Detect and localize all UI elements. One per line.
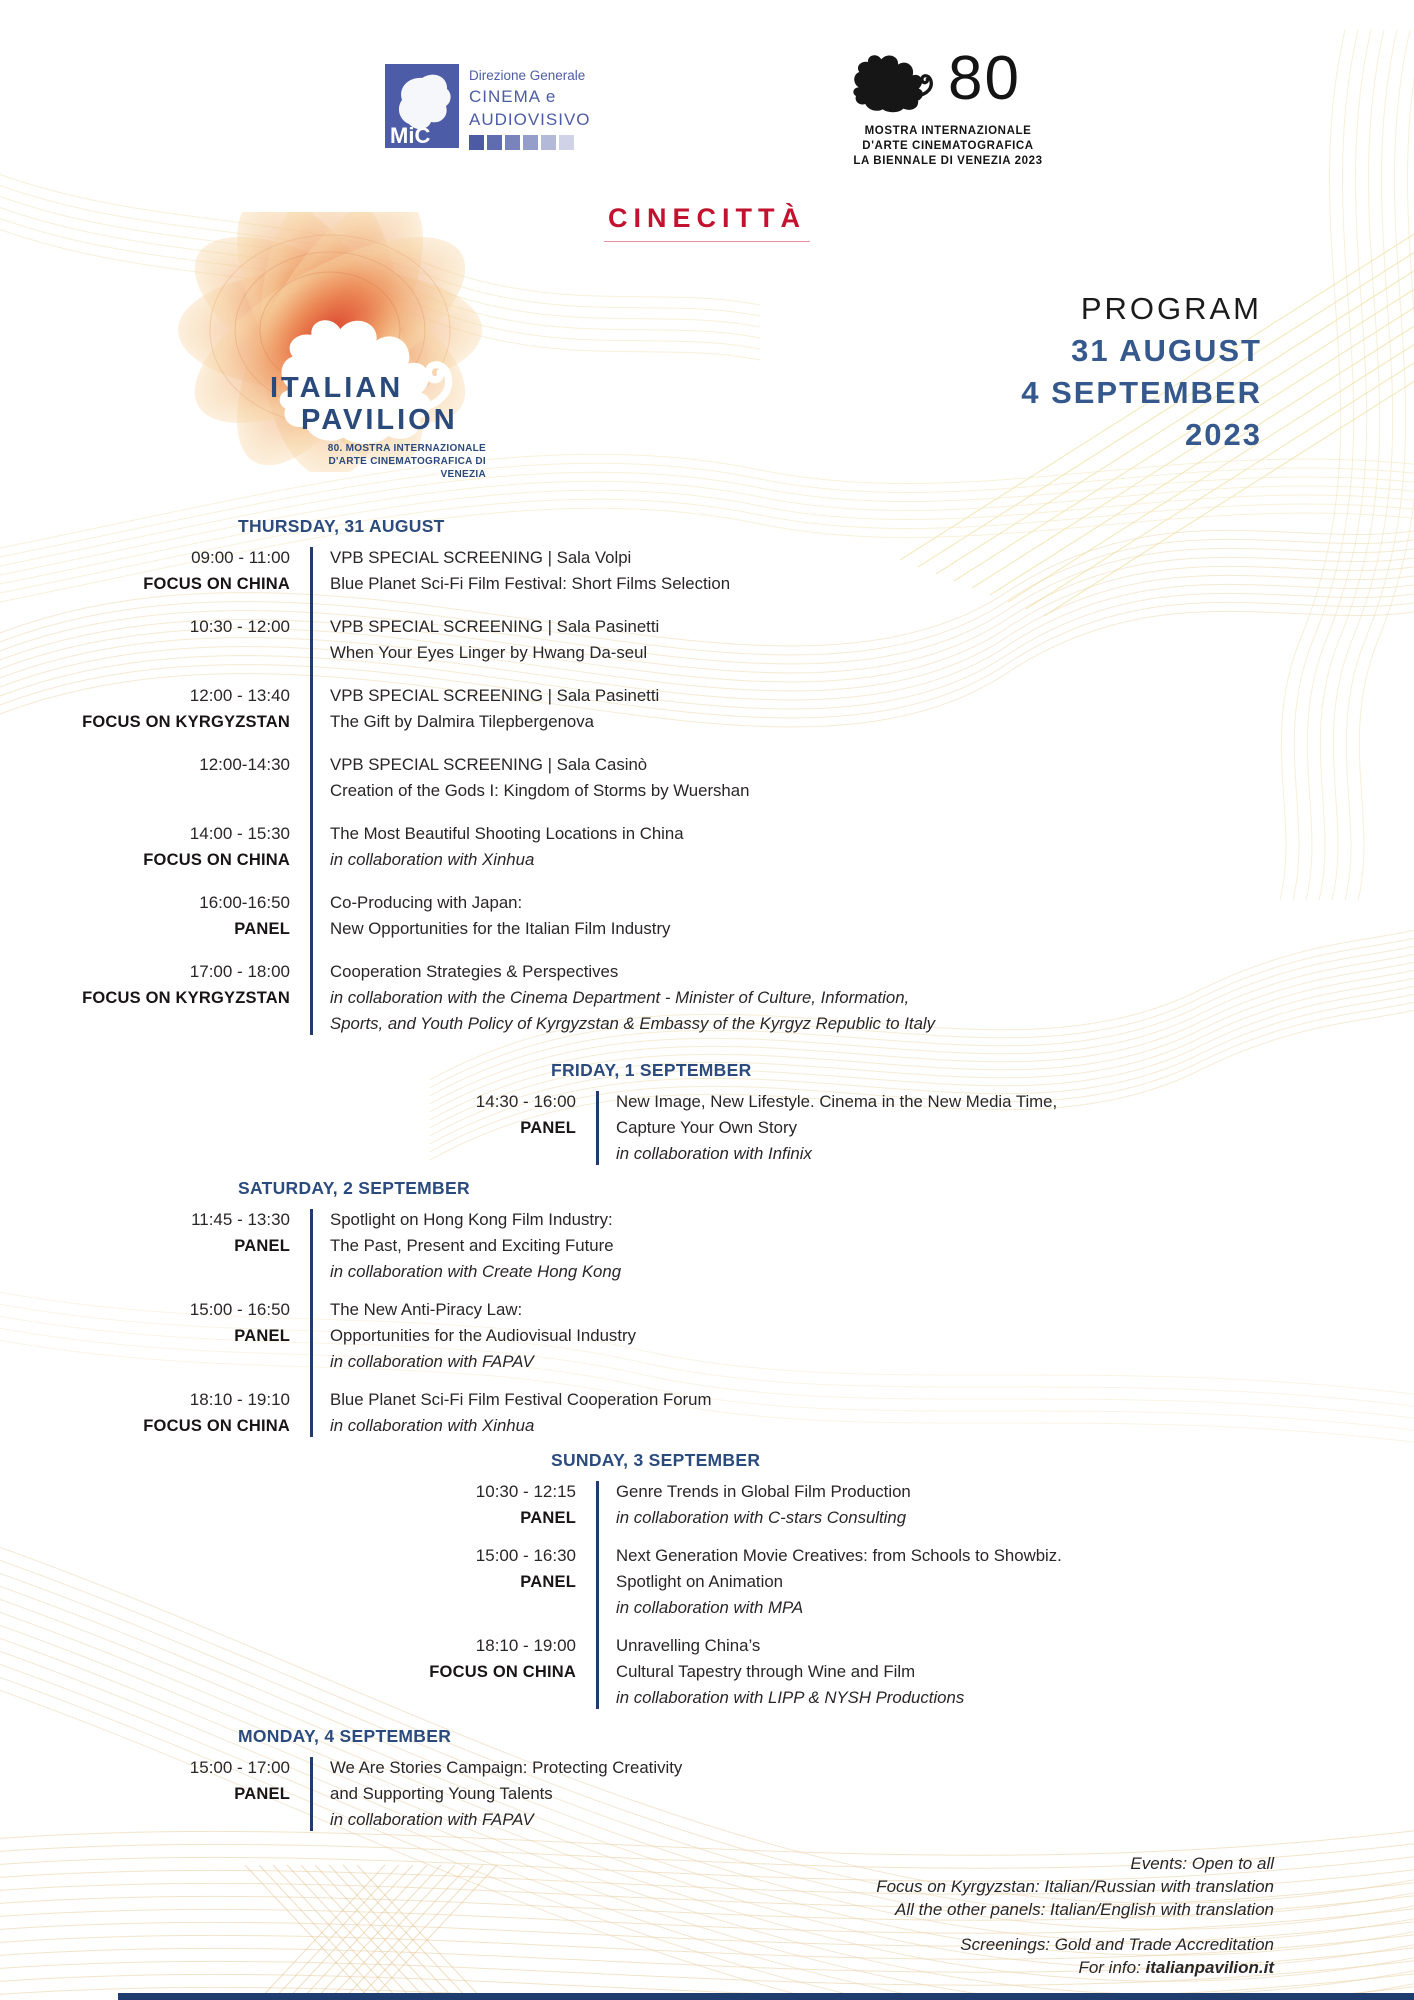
- footer-info-prefix: For info:: [1078, 1958, 1146, 1977]
- day-events: [0, 1479, 1414, 1711]
- event-description-line: Unravelling China’s: [616, 1636, 761, 1655]
- event-time: 10:30 - 12:15: [475, 1482, 576, 1501]
- event-row: [0, 1207, 1414, 1285]
- day-header: SATURDAY, 2 SEPTEMBER: [238, 1178, 470, 1198]
- event-time: 18:10 - 19:00: [475, 1636, 576, 1655]
- day-header: MONDAY, 4 SEPTEMBER: [238, 1726, 452, 1746]
- event-row: [0, 683, 1414, 735]
- event-time: 17:00 - 18:00: [189, 962, 290, 981]
- event-description-line: Genre Trends in Global Film Production: [616, 1482, 911, 1501]
- day-separator-bar: [596, 1481, 599, 1709]
- day-header: SUNDAY, 3 SEPTEMBER: [551, 1450, 761, 1470]
- event-description-line: in collaboration with Xinhua: [330, 1416, 535, 1435]
- biennale-caption-line: MOSTRA INTERNAZIONALE: [864, 125, 1032, 137]
- event-tag: PANEL: [520, 1509, 576, 1527]
- event-description: [310, 890, 670, 942]
- event-description-line: The Gift by Dalmira Tilepbergenova: [330, 712, 594, 731]
- event-time-block: [0, 1479, 596, 1531]
- winged-lion-icon: [848, 50, 948, 118]
- event-description-line: Blue Planet Sci-Fi Film Festival Cooperation Forum: [330, 1390, 712, 1409]
- footer-screenings: Screenings: Gold and Trade Accreditation: [960, 1935, 1274, 1954]
- event-description: [310, 1207, 621, 1285]
- biennale-80-logo: [848, 44, 1048, 169]
- event-description-line: VPB SPECIAL SCREENING | Sala Pasinetti: [330, 617, 660, 636]
- event-description: [310, 752, 749, 804]
- program-date-line: 2023: [1185, 417, 1262, 452]
- footer-note-line: Focus on Kyrgyzstan: Italian/Russian with translation: [876, 1877, 1274, 1896]
- footer-info-url[interactable]: italianpavilion.it: [1145, 1958, 1274, 1977]
- event-description: [596, 1089, 1057, 1167]
- event-description-line: in collaboration with Create Hong Kong: [330, 1262, 622, 1281]
- event-description-line: Capture Your Own Story: [616, 1118, 797, 1137]
- event-row: [0, 1089, 1414, 1167]
- event-time: 14:30 - 16:00: [475, 1092, 576, 1111]
- event-time: 15:00 - 16:50: [189, 1300, 290, 1319]
- event-row: [0, 614, 1414, 666]
- event-description-line: The Most Beautiful Shooting Locations in China: [330, 824, 684, 843]
- event-row: [0, 1297, 1414, 1375]
- biennale-caption: [848, 124, 1048, 169]
- event-time: 15:00 - 17:00: [189, 1758, 290, 1777]
- event-tag: FOCUS ON KYRGYZSTAN: [82, 713, 290, 731]
- biennale-caption-line: D'ARTE CINEMATOGRAFICA: [862, 140, 1034, 152]
- event-row: [0, 1755, 1414, 1833]
- event-description-line: The Past, Present and Exciting Future: [330, 1236, 614, 1255]
- event-description-line: VPB SPECIAL SCREENING | Sala Casinò: [330, 755, 648, 774]
- mic-direzione-text: Direzione Generale: [469, 68, 586, 83]
- event-description: [310, 1387, 711, 1439]
- event-time: 09:00 - 11:00: [191, 548, 290, 567]
- event-description-line: New Image, New Lifestyle. Cinema in the New Media Time,: [616, 1092, 1058, 1111]
- day-block: [0, 1449, 1414, 1711]
- biennale-80-number: 80: [948, 44, 1021, 113]
- event-description-line: in collaboration with LIPP & NYSH Productions: [616, 1688, 965, 1707]
- event-row: [0, 1543, 1414, 1621]
- event-description: [310, 683, 659, 735]
- event-description-line: Co-Producing with Japan:: [330, 893, 523, 912]
- svg-text:MiC: MiC: [390, 123, 431, 148]
- event-tag: FOCUS ON CHINA: [429, 1663, 576, 1681]
- event-description-line: in collaboration with MPA: [616, 1598, 804, 1617]
- event-tag: FOCUS ON CHINA: [143, 851, 290, 869]
- event-description-line: Opportunities for the Audiovisual Industry: [330, 1326, 636, 1345]
- event-tag: PANEL: [234, 1327, 290, 1345]
- event-tag: PANEL: [234, 920, 290, 938]
- biennale-caption-line: LA BIENNALE DI VENEZIA 2023: [853, 155, 1043, 167]
- event-description-line: Cultural Tapestry through Wine and Film: [616, 1662, 916, 1681]
- event-row: [0, 959, 1414, 1037]
- event-time: 16:00-16:50: [199, 893, 290, 912]
- event-time: 10:30 - 12:00: [189, 617, 290, 636]
- event-row: [0, 890, 1414, 942]
- mic-cinema-audiovisivo-logo: [385, 64, 591, 150]
- event-description-line: and Supporting Young Talents: [330, 1784, 553, 1803]
- event-description-line: VPB SPECIAL SCREENING | Sala Pasinetti: [330, 686, 660, 705]
- event-description: [596, 1633, 964, 1711]
- event-time-block: [0, 890, 310, 942]
- mic-logo-icon: [385, 64, 459, 148]
- event-tag: FOCUS ON KYRGYZSTAN: [82, 989, 290, 1007]
- event-row: [0, 545, 1414, 597]
- day-separator-bar: [310, 1209, 313, 1437]
- day-block: [0, 1059, 1414, 1167]
- event-description-line: Next Generation Movie Creatives: from Schools to Showbiz.: [616, 1546, 1062, 1565]
- event-description-line: in collaboration with Xinhua: [330, 850, 535, 869]
- day-header: THURSDAY, 31 AUGUST: [238, 516, 445, 536]
- program-date-line: 31 AUGUST: [1071, 333, 1262, 368]
- mic-cinema-text: CINEMA e: [469, 87, 557, 106]
- mic-gradient-squares: [469, 135, 591, 150]
- schedule: [0, 515, 1414, 1833]
- event-description-line: in collaboration with Infinix: [616, 1144, 812, 1163]
- pavilion-subtitle-line: D'ARTE CINEMATOGRAFICA DI VENEZIA: [328, 456, 486, 480]
- program-dates: [1021, 330, 1262, 456]
- event-row: [0, 1479, 1414, 1531]
- event-time-block: [0, 1633, 596, 1711]
- event-time-block: [0, 545, 310, 597]
- event-description: [310, 821, 684, 873]
- pavilion-subtitle: [290, 442, 486, 481]
- event-description: [310, 959, 935, 1037]
- event-time-block: [0, 614, 310, 666]
- event-description-line: When Your Eyes Linger by Hwang Da-seul: [330, 643, 648, 662]
- pavilion-subtitle-line: 80. MOSTRA INTERNAZIONALE: [327, 443, 486, 454]
- footer-note-line: All the other panels: Italian/English with translation: [895, 1900, 1274, 1919]
- event-description-line: New Opportunities for the Italian Film Industry: [330, 919, 671, 938]
- event-description: [310, 545, 730, 597]
- event-description-line: Sports, and Youth Policy of Kyrgyzstan & Embassy of the Kyrgyz Republic to Italy: [330, 1014, 936, 1033]
- day-events: [0, 1089, 1414, 1167]
- event-time-block: [0, 683, 310, 735]
- day-separator-bar: [596, 1091, 599, 1165]
- day-header: FRIDAY, 1 SEPTEMBER: [551, 1060, 752, 1080]
- day-separator-bar: [310, 547, 313, 1035]
- event-description: [310, 1297, 636, 1375]
- event-description-line: The New Anti-Piracy Law:: [330, 1300, 523, 1319]
- day-events: [0, 1755, 1414, 1833]
- pavilion-title-pavilion: PAVILION: [301, 404, 458, 436]
- event-description-line: Spotlight on Animation: [616, 1572, 783, 1591]
- event-time: 18:10 - 19:10: [189, 1390, 290, 1409]
- pavilion-title-italian: ITALIAN: [270, 372, 404, 404]
- cinecitta-logo: CINECITTÀ: [604, 203, 810, 242]
- bottom-accent-bar: [118, 1993, 1414, 2000]
- event-time-block: [0, 1543, 596, 1621]
- event-time-block: [0, 752, 310, 804]
- event-description-line: in collaboration with the Cinema Department - Minister of Culture, Information,: [330, 988, 910, 1007]
- event-description-line: Spotlight on Hong Kong Film Industry:: [330, 1210, 613, 1229]
- event-time: 11:45 - 13:30: [191, 1210, 290, 1229]
- event-description-line: Blue Planet Sci-Fi Film Festival: Short Films Selection: [330, 574, 731, 593]
- event-row: [0, 1387, 1414, 1439]
- event-description-line: VPB SPECIAL SCREENING | Sala Volpi: [330, 548, 632, 567]
- day-block: [0, 1725, 1414, 1833]
- event-description: [310, 614, 659, 666]
- event-time-block: [0, 959, 310, 1037]
- program-date-line: 4 SEPTEMBER: [1021, 375, 1262, 410]
- footer-info: [0, 1956, 1274, 1979]
- event-time-block: [0, 1387, 310, 1439]
- event-tag: PANEL: [234, 1785, 290, 1803]
- event-description: [310, 1755, 682, 1833]
- event-time: 12:00-14:30: [199, 755, 290, 774]
- event-time: 12:00 - 13:40: [189, 686, 290, 705]
- event-description-line: Cooperation Strategies & Perspectives: [330, 962, 619, 981]
- event-time-block: [0, 821, 310, 873]
- program-title: PROGRAM: [1080, 291, 1262, 326]
- mic-audiovisivo-text: AUDIOVISIVO: [469, 110, 591, 129]
- event-tag: PANEL: [234, 1237, 290, 1255]
- footer-notes: [0, 1852, 1274, 1921]
- day-block: [0, 1177, 1414, 1439]
- event-tag: FOCUS ON CHINA: [143, 575, 290, 593]
- footer: [0, 1852, 1274, 1979]
- event-description-line: We Are Stories Campaign: Protecting Creativity: [330, 1758, 683, 1777]
- event-description-line: in collaboration with FAPAV: [330, 1352, 534, 1371]
- event-time-block: [0, 1089, 596, 1167]
- event-time: 15:00 - 16:30: [475, 1546, 576, 1565]
- event-row: [0, 1633, 1414, 1711]
- event-time-block: [0, 1297, 310, 1375]
- program-header: [1021, 288, 1262, 456]
- footer-note-line: Events: Open to all: [1130, 1854, 1274, 1873]
- event-time-block: [0, 1207, 310, 1285]
- event-row: [0, 752, 1414, 804]
- event-description: [596, 1479, 911, 1531]
- event-description-line: in collaboration with FAPAV: [330, 1810, 534, 1829]
- event-description-line: in collaboration with C-stars Consulting: [616, 1508, 907, 1527]
- day-separator-bar: [310, 1757, 313, 1831]
- italian-pavilion-logo: [170, 212, 520, 480]
- event-time-block: [0, 1755, 310, 1833]
- event-time: 14:00 - 15:30: [189, 824, 290, 843]
- event-row: [0, 821, 1414, 873]
- day-block: [0, 515, 1414, 1037]
- event-tag: FOCUS ON CHINA: [143, 1417, 290, 1435]
- event-tag: PANEL: [520, 1573, 576, 1591]
- event-description: [596, 1543, 1062, 1621]
- event-description-line: Creation of the Gods I: Kingdom of Storms by Wuershan: [330, 781, 750, 800]
- event-tag: PANEL: [520, 1119, 576, 1137]
- day-events: [0, 545, 1414, 1037]
- day-events: [0, 1207, 1414, 1439]
